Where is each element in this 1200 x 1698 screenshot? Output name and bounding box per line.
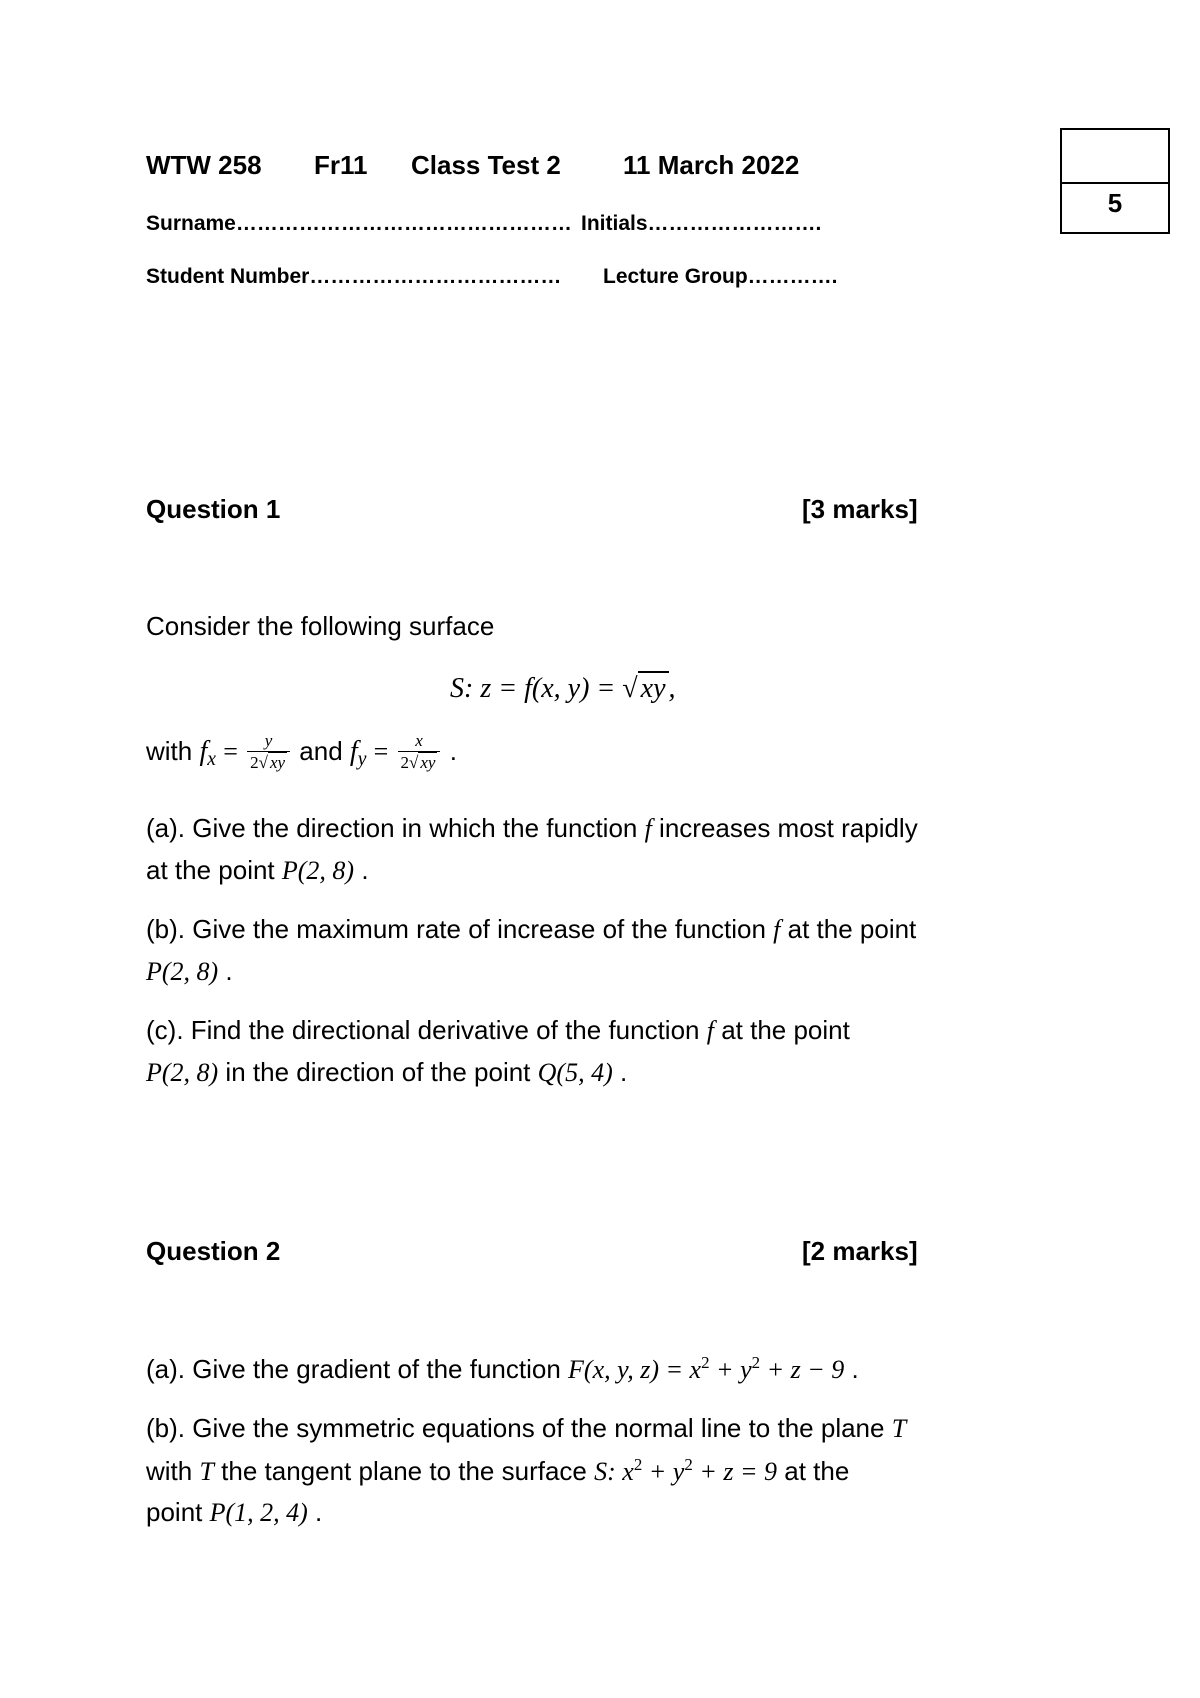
fy-den-radicand: xy [420,753,436,772]
q1a-point: P(2, 8) [281,856,355,885]
question-1-title: Question 1 [146,494,281,524]
q2b3-point: P(1, 2, 4) [209,1498,308,1527]
q1b-f: f [773,915,781,944]
fx-denominator [247,752,290,774]
q1a-f: f [644,814,652,843]
q2-part-b-line2 [146,1455,849,1487]
fx-subscript: x [207,748,216,770]
q2b2-mid: the tangent plane to the surface [213,1456,595,1487]
group-code: Fr11 [314,150,368,180]
q1-part-a-line2 [146,855,369,886]
fy-sqrt: √ xy [409,753,436,772]
and-word: and [299,735,343,766]
equals-sign-2: = [373,736,389,766]
question-2-marks: [2 marks] [802,1236,918,1266]
q2a-exp1: 2 [701,1353,710,1372]
surname-field: Surname………………………………………… [146,212,572,235]
q2b2-end: at the [777,1456,850,1487]
q1b-line2-end: . [218,956,233,986]
lecture-group-field: Lecture Group…………. [603,265,838,288]
test-title: Class Test 2 [411,150,561,180]
q1c-text: (c). Find the directional derivative of the function [146,1015,707,1045]
q1c-f: f [706,1016,714,1045]
equals-sign: = [223,736,238,766]
q2b2-exp2: 2 [684,1455,693,1474]
q2-part-b-line3 [146,1497,322,1528]
surface-equation [450,673,676,705]
q1-part-b-line1 [146,914,916,945]
score-box [1060,128,1170,234]
fy-denominator [398,752,441,774]
q1-part-c-line1 [146,1015,850,1046]
q2a-function [568,1355,844,1384]
course-code: WTW 258 [146,150,262,180]
q1b-text-post: at the point [780,914,917,944]
q1b-point: P(2, 8) [146,957,219,986]
q1a-line2-text: at the point [146,855,282,885]
q1a-text: (a). Give the direction in which the function [146,813,645,843]
question-1-marks: [3 marks] [802,494,918,524]
q1c-end: . [612,1057,628,1087]
q2a-exp2: 2 [751,1353,761,1372]
q1-part-c-line2 [146,1057,627,1088]
q2b2-with: with [146,1456,200,1487]
fy-fraction [398,732,441,774]
q1c-text-post: at the point [713,1015,850,1045]
fy-subscript: y [357,748,367,770]
q2b3-end: . [307,1497,323,1527]
q2b2-T: T [199,1457,214,1487]
fy-den-coefficient: 2 [400,753,410,772]
with-word: with [146,735,193,766]
test-date: 11 March 2022 [623,150,800,180]
q1a-text-post: increases most rapidly [651,813,918,843]
sqrt-symbol: √ xy [622,673,668,705]
q2b2-plus: + y [642,1457,685,1487]
initials-field: Initials……………………. [581,212,822,235]
q2b2-S: S: x [594,1457,634,1487]
q2b2-tail: + z = 9 [692,1457,778,1487]
score-box-divider [1062,182,1168,184]
q1-part-b-line2 [146,956,233,987]
q2-part-b-line1 [146,1413,906,1444]
partial-derivatives-line [146,732,457,774]
student-number-field: Student Number……………………………… [146,265,562,288]
question-1-intro: Consider the following surface [146,611,495,641]
fx-den-radicand: xy [269,753,286,772]
q2-part-a [146,1353,859,1385]
q2a-mid: + y [709,1355,752,1385]
q2b-T: T [891,1414,907,1443]
q2a-tail: + z − 9 [760,1355,845,1385]
q1a-line2-end: . [354,855,369,885]
q1c-mid: in the direction of the point [218,1057,538,1087]
q2b3-text: point [146,1497,210,1527]
fy-numerator: x [398,732,441,752]
surface-end: , [668,673,676,704]
q2b2-surface [594,1457,777,1486]
fx-numerator: y [247,732,290,752]
surface-lhs: S: z = f(x, y) = [450,673,623,704]
fx-symbol [199,735,216,770]
q2b2-exp1: 2 [633,1455,643,1474]
q1c-point: P(2, 8) [146,1058,219,1087]
q1b-text: (b). Give the maximum rate of increase of the function [146,914,774,944]
q2a-func: F(x, y, z) = x [568,1355,702,1385]
surface-radicand: xy [638,671,669,704]
score-value: 5 [1107,188,1123,218]
question-2-title: Question 2 [146,1236,281,1266]
fy-name: f [349,735,358,767]
q1c-point2: Q(5, 4) [537,1058,613,1087]
fx-fraction [247,732,290,774]
fy-symbol [349,735,367,770]
q1-part-a-line1 [146,813,918,844]
fx-name: f [199,735,208,767]
q2b-text: (b). Give the symmetric equations of the normal line to the plane [146,1413,892,1443]
fx-den-coefficient: 2 [250,753,259,772]
period: . [449,735,457,766]
q2a-end: . [844,1354,859,1385]
q2a-text: (a). Give the gradient of the function [146,1354,569,1385]
fx-sqrt: √ xy [258,753,286,772]
